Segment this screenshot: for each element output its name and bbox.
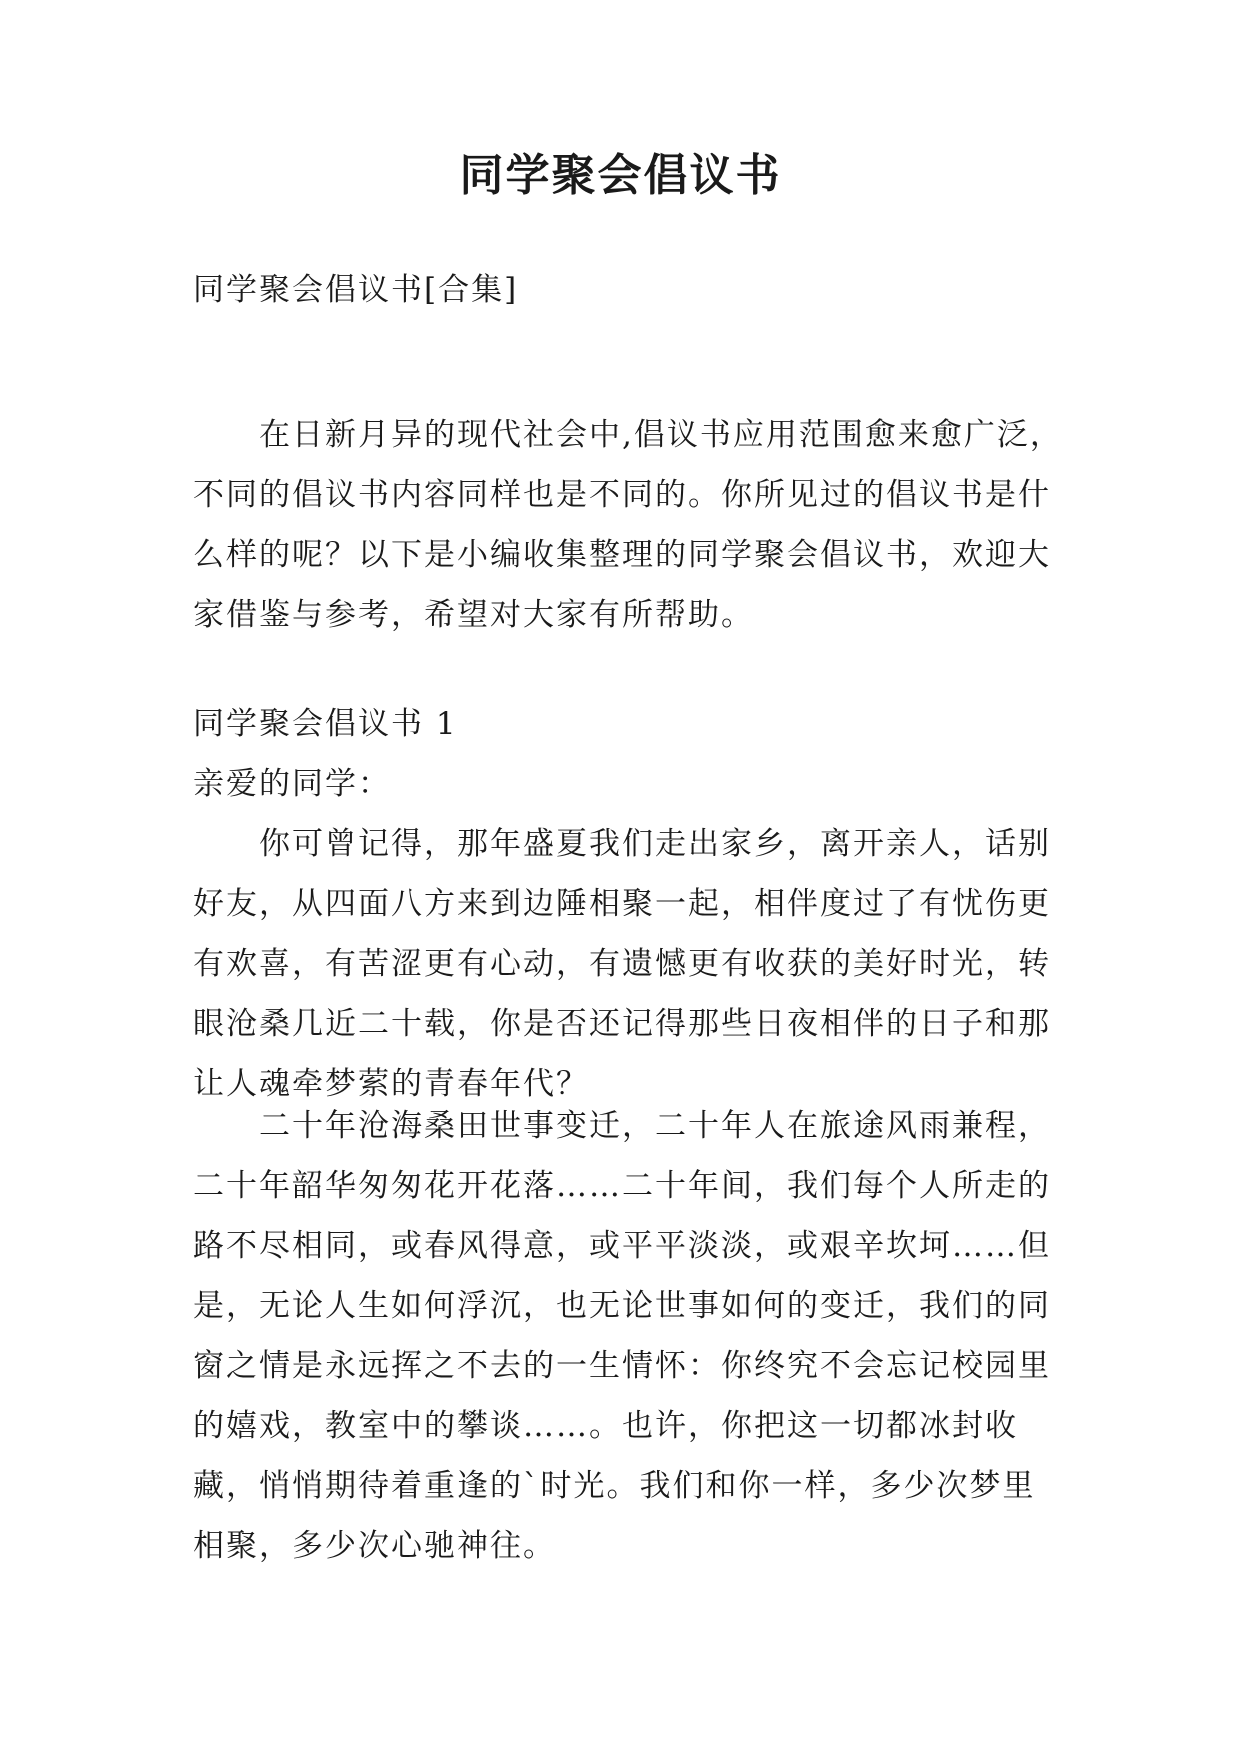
section-heading: 同学聚会倡议书 1 xyxy=(193,706,458,742)
body-paragraph-1: 你可曾记得，那年盛夏我们走出家乡，离开亲人，话别好友，从四面八方来到边陲相聚一起，相伴度过了有忧伤更有欢喜，有苦涩更有心动，有遗憾更有收获的美好时光，转眼沧桑几近二十载，你是否还记得那些日夜相伴的日子和那让人魂牵梦萦的青春年代？ xyxy=(193,826,1051,1102)
document-title: 同学聚会倡议书 xyxy=(459,150,782,201)
body-paragraph-2: 二十年沧海桑田世事变迁，二十年人在旅途风雨兼程，二十年韶华匆匆花开花落……二十年间，我们每个人所走的路不尽相同，或春风得意，或平平淡淡，或艰辛坎坷……但是，无论人生如何浮沉，也无论世事如何的变迁，我们的同窗之情是永远挥之不去的一生情怀：你终究不会忘记校园里的嬉戏，教室中的攀谈……。也许，你把这一切都冰封收藏，悄悄期待着重逢的`时光。我们和你一样，多少次梦里相聚，多少次心驰神往。 xyxy=(193,1108,1051,1564)
document-subtitle: 同学聚会倡议书[合集] xyxy=(193,272,519,308)
intro-paragraph: 在日新月异的现代社会中,倡议书应用范围愈来愈广泛，不同的倡议书内容同样也是不同的。你所见过的倡议书是什么样的呢？以下是小编收集整理的同学聚会倡议书，欢迎大家借鉴与参考，希望对大家有所帮助。 xyxy=(193,417,1063,633)
salutation: 亲爱的同学： xyxy=(193,766,391,802)
